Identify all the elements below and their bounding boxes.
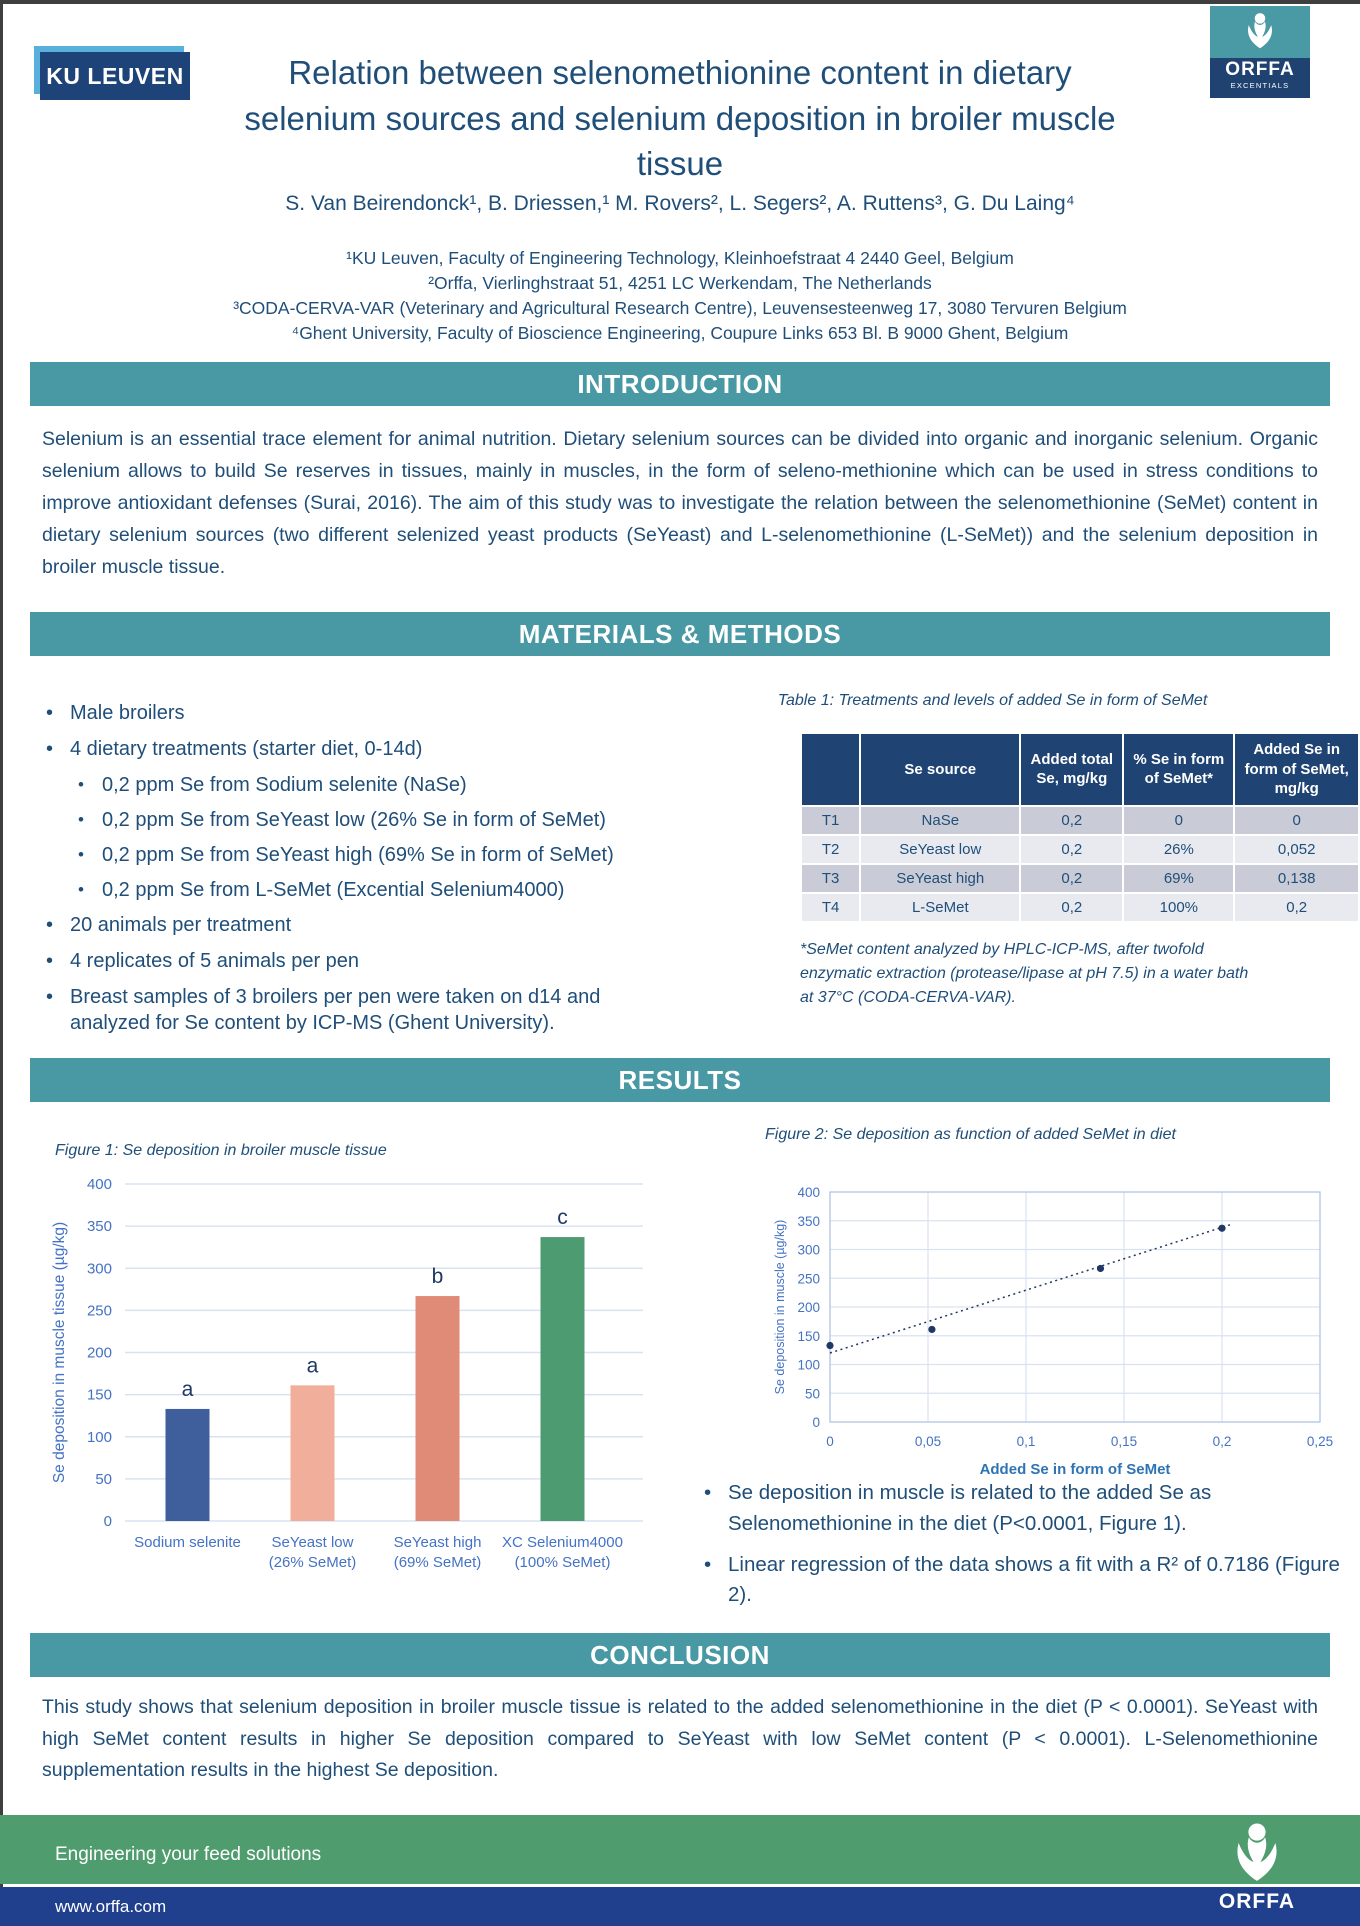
svg-text:300: 300 (86, 1260, 112, 1278)
table-header-row (801, 733, 1359, 806)
orffa-logo-tagline: EXCENTIALS (1230, 81, 1290, 90)
svg-text:350: 350 (797, 1213, 820, 1229)
cell-t1-pct: 0 (1123, 806, 1234, 835)
svg-text:Sodium selenite: Sodium selenite (134, 1534, 241, 1551)
svg-text:100: 100 (86, 1428, 112, 1446)
svg-text:(100% SeMet): (100% SeMet) (514, 1554, 611, 1571)
results-bullet-2: • Linear regression of the data shows a fit with a R² of 0.7186 (Figure 2). (700, 1550, 1358, 1612)
cell-t4-label: T4 (801, 893, 860, 922)
materials-methods-heading: MATERIALS & METHODS (30, 612, 1330, 656)
svg-text:250: 250 (797, 1271, 820, 1287)
footer-orffa-wordmark: ORFFA (1218, 1890, 1296, 1913)
table-row (801, 806, 1359, 835)
results-bullets (700, 1478, 1358, 1621)
svg-text:Se deposition in muscle tissue: Se deposition in muscle tissue (µg/kg) (51, 1221, 68, 1484)
footer-blue-band (0, 1887, 1360, 1926)
introduction-body: Selenium is an essential trace element for animal nutrition. Dietary selenium sources can be divided into organic and inorganic selenium. Organic selenium allows to build Se reserves in tissues, mainly in muscles, in the form of seleno-methionine which can be used in stress conditions to improve antioxidant defenses (Surai, 2016). The aim of this study was to investigate the relation between the selenomethionine (SeMet) content in dietary selenium sources (two different selenized yeast products (SeYeast) and L-selenomethionine (L-SeMet)) and the selenium deposition in broiler muscle tissue. (42, 428, 1318, 578)
mm-bullet-3: • 20 animals per treatment (42, 912, 677, 938)
poster-title (170, 50, 1190, 187)
affiliation-3: ³CODA-CERVA-VAR (Veterinary and Agricultural Research Centre), Leuvensesteenweg 17, 3080 Tervuren Belgium (233, 297, 1127, 318)
affiliation-4: ⁴Ghent University, Faculty of Bioscience Engineering, Coupure Links 653 Bl. B 9000 Ghent, Belgium (291, 322, 1069, 343)
svg-text:0: 0 (826, 1434, 834, 1449)
svg-text:150: 150 (86, 1386, 112, 1404)
mm-subbullet-1: • 0,2 ppm Se from Sodium selenite (NaSe) (74, 772, 677, 798)
svg-text:a: a (306, 1354, 319, 1378)
results-bullet-1: • Se deposition in muscle is related to the added Se as Selenomethionine in the diet (P<0.0001, Figure 1). (700, 1478, 1358, 1540)
figure2-scatter-chart (768, 1172, 1350, 1484)
svg-text:(69% SeMet): (69% SeMet) (393, 1554, 482, 1571)
orffa-bird-icon (1228, 1820, 1286, 1882)
cell-t2-pct: 26% (1123, 835, 1234, 864)
svg-text:0,2: 0,2 (1212, 1434, 1232, 1449)
cell-t4-pct: 100% (1123, 893, 1234, 922)
ku-leuven-logo (40, 52, 190, 100)
orffa-logo-icon-area (1210, 6, 1310, 58)
svg-text:(26% SeMet): (26% SeMet) (268, 1554, 357, 1571)
mm-subbullet-4: • 0,2 ppm Se from L-SeMet (Excential Selenium4000) (74, 877, 677, 903)
cell-t3-pct: 69% (1123, 864, 1234, 893)
svg-text:50: 50 (804, 1386, 820, 1402)
orffa-logo (1210, 6, 1310, 98)
svg-text:400: 400 (86, 1176, 112, 1193)
orffa-logo-text-area (1210, 58, 1310, 98)
results-heading: RESULTS (30, 1058, 1330, 1102)
cell-t2-label: T2 (801, 835, 860, 864)
cell-t3-added: 0,138 (1234, 864, 1359, 893)
table-row (801, 835, 1359, 864)
table-header-pct-semet: % Se in form of SeMet* (1123, 733, 1234, 806)
mm-bullet-4: • 4 replicates of 5 animals per pen (42, 948, 677, 974)
figure1-bar-chart (40, 1166, 690, 1611)
table1-caption: Table 1: Treatments and levels of added Se in form of SeMet (777, 692, 1208, 709)
mm-subbullet-2: • 0,2 ppm Se from SeYeast low (26% Se in form of SeMet) (74, 807, 677, 833)
affiliation-1: ¹KU Leuven, Faculty of Engineering Technology, Kleinhoefstraat 4 2440 Geel, Belgium (346, 248, 1014, 268)
table-header-added-se-semet: Added Se in form of SeMet, mg/kg (1234, 733, 1359, 806)
conclusion-heading: CONCLUSION (30, 1633, 1330, 1677)
svg-text:Se deposition in muscle (µg/kg: Se deposition in muscle (µg/kg) (773, 1219, 787, 1395)
svg-text:400: 400 (797, 1185, 820, 1200)
page-top-border (0, 0, 1360, 4)
poster-title-line2: selenium sources and selenium deposition in broiler muscle (244, 99, 1116, 137)
cell-t2-source: SeYeast low (860, 835, 1020, 864)
affiliation-2: ²Orffa, Vierlinghstraat 51, 4251 LC Werkendam, The Netherlands (428, 272, 932, 293)
svg-text:300: 300 (797, 1242, 820, 1258)
footer-slogan: Engineering your feed solutions (55, 1844, 322, 1865)
authors-line: S. Van Beirendonck¹, B. Driessen,¹ M. Rovers², L. Segers², A. Ruttens³, G. Du Laing⁴ (285, 192, 1075, 215)
svg-text:50: 50 (95, 1470, 112, 1488)
svg-text:200: 200 (797, 1300, 820, 1315)
cell-t4-added: 0,2 (1234, 893, 1359, 922)
poster-title-line1: Relation between selenomethionine content in dietary (288, 54, 1072, 91)
svg-text:200: 200 (86, 1344, 112, 1362)
cell-t3-source: SeYeast high (860, 864, 1020, 893)
svg-text:150: 150 (797, 1328, 820, 1344)
svg-text:250: 250 (86, 1302, 112, 1320)
footer-website-link[interactable]: www.orffa.com (55, 1897, 167, 1916)
mm-bullet-1: • Male broilers (42, 700, 677, 726)
cell-t4-total: 0,2 (1020, 893, 1123, 922)
mm-subbullet-3: • 0,2 ppm Se from SeYeast high (69% Se in form of SeMet) (74, 842, 677, 868)
svg-text:c: c (557, 1206, 568, 1230)
figure2-caption: Figure 2: Se deposition as function of added SeMet in diet (765, 1126, 1176, 1143)
svg-text:350: 350 (86, 1218, 112, 1236)
table-row (801, 864, 1359, 893)
orffa-logo-name: ORFFA (1225, 59, 1295, 80)
cell-t2-added: 0,052 (1234, 835, 1359, 864)
svg-text:0,05: 0,05 (914, 1434, 942, 1449)
mm-bullet-2: • 4 dietary treatments (starter diet, 0-14d) (42, 736, 677, 762)
conclusion-body: This study shows that selenium deposition in broiler muscle tissue is related to the added selenomethionine in the diet (P < 0.0001). SeYeast with high SeMet content results in higher Se deposition compared to SeYeast with low SeMet content (P < 0.0001). L-Selenomethionine supplementation results in the highest Se deposition. (42, 1696, 1318, 1782)
cell-t1-total: 0,2 (1020, 806, 1123, 835)
cell-t3-label: T3 (801, 864, 860, 893)
cell-t1-label: T1 (801, 806, 860, 835)
cell-t2-total: 0,2 (1020, 835, 1123, 864)
table1-treatments (800, 732, 1360, 923)
cell-t4-source: L-SeMet (860, 893, 1020, 922)
mm-bullet-5: • Breast samples of 3 broilers per pen were taken on d14 and analyzed for Se content by ICP-MS (Ghent University). (42, 984, 677, 1036)
table-row (801, 893, 1359, 922)
svg-text:Added Se in form of SeMet: Added Se in form of SeMet (979, 1461, 1171, 1478)
svg-text:XC Selenium4000: XC Selenium4000 (502, 1534, 623, 1551)
ku-leuven-logo-text: KU LEUVEN (46, 62, 184, 89)
svg-text:0: 0 (812, 1415, 820, 1430)
poster-title-line3: tissue (636, 145, 724, 183)
svg-text:0,25: 0,25 (1306, 1434, 1334, 1449)
cell-t3-total: 0,2 (1020, 864, 1123, 893)
orffa-bird-icon (1243, 11, 1277, 54)
table1-footnote: *SeMet content analyzed by HPLC-ICP-MS, after twofold enzymatic extraction (protease/lipase at pH 7.5) in a water bath at 37°C (CODA-CERVA-VAR). (800, 941, 1249, 1006)
introduction-heading: INTRODUCTION (30, 362, 1330, 406)
svg-text:b: b (431, 1265, 444, 1289)
svg-text:0: 0 (103, 1513, 112, 1530)
svg-text:a: a (181, 1377, 194, 1401)
figure1-caption: Figure 1: Se deposition in broiler muscle tissue (55, 1142, 387, 1159)
table-header-added-total-se: Added total Se, mg/kg (1020, 733, 1123, 806)
svg-text:0,1: 0,1 (1016, 1434, 1036, 1449)
svg-text:0,15: 0,15 (1110, 1434, 1138, 1449)
cell-t1-added: 0 (1234, 806, 1359, 835)
affiliations (0, 246, 1360, 345)
table-header-empty (801, 733, 860, 806)
materials-methods-bullets (42, 700, 677, 1046)
svg-text:100: 100 (797, 1357, 820, 1373)
svg-text:SeYeast low: SeYeast low (271, 1534, 354, 1551)
cell-t1-source: NaSe (860, 806, 1020, 835)
svg-text:SeYeast high: SeYeast high (393, 1534, 482, 1551)
table-header-se-source: Se source (860, 733, 1020, 806)
